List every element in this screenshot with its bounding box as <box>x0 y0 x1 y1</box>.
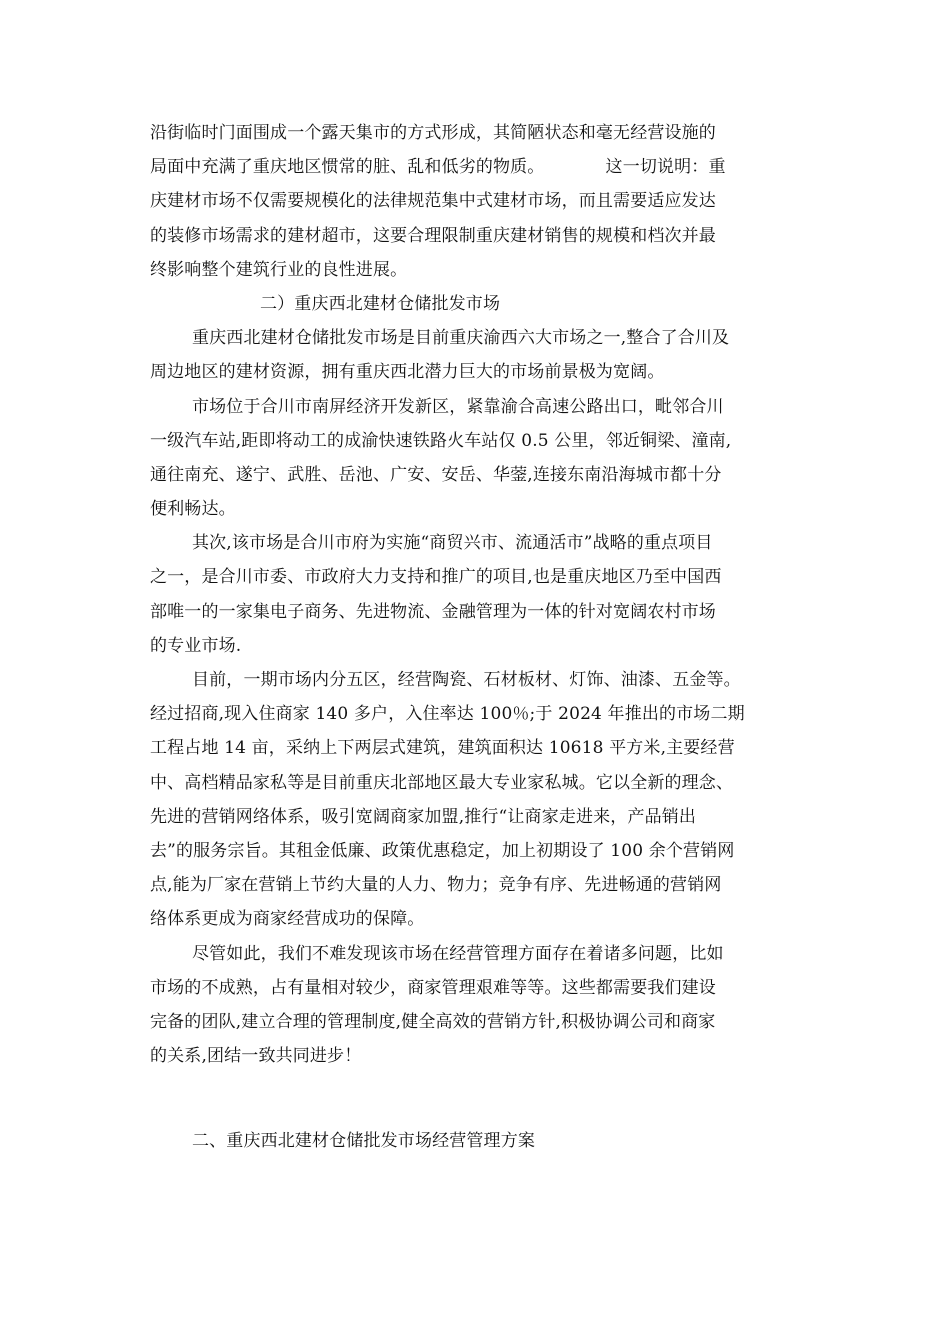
text-line: 先进的营销网络体系，吸引宽阔商家加盟,推行“让商家走进来，产品销出 <box>150 806 697 827</box>
section-spacer <box>150 1073 800 1124</box>
paragraph-market-current <box>150 663 800 937</box>
text-line: 络体系更成为商家经营成功的保障。 <box>150 909 425 930</box>
paragraph-market-policy <box>150 526 800 663</box>
text-line: 市场的不成熟，占有量相对较少，商家管理艰难等等。这些都需要我们建设 <box>150 977 716 998</box>
paragraph-market-problems <box>150 937 800 1074</box>
text-line: 中、高档精品家私等是目前重庆北部地区最大专业家私城。它以全新的理念、 <box>150 772 734 793</box>
text-line: 通往南充、遂宁、武胜、岳池、广安、安岳、华蓥,连接东南沿海城市都十分 <box>150 464 722 485</box>
paragraph-market-situation <box>150 116 800 287</box>
text-line: 部唯一的一家集电子商务、先进物流、金融管理为一体的针对宽阔农村市场 <box>150 601 716 622</box>
text-line: 工程占地 14 亩，采纳上下两层式建筑，建筑面积达 10618 平方米,主要经营 <box>150 738 735 759</box>
text-line: 市场位于合川市南屏经济开发新区，紧靠渝合高速公路出口，毗邻合川 <box>192 396 724 417</box>
chapter-heading: 二、重庆西北建材仓储批发市场经营管理方案 <box>192 1131 535 1152</box>
text-line: 的装修市场需求的建材超市，这要合理限制重庆建材销售的规模和档次并最 <box>150 225 716 246</box>
text-line: 点,能为厂家在营销上节约大量的人力、物力；竞争有序、先进畅通的营销网 <box>150 875 722 896</box>
text-line: 庆建材市场不仅需要规模化的法律规范集中式建材市场，而且需要适应发达 <box>150 191 716 212</box>
text-line: 去”的服务宗旨。其租金低廉、政策优惠稳定，加上初期设了 100 余个营销网 <box>150 840 735 861</box>
text-line: 经过招商,现入住商家 140 多户，入住率达 100％;于 2024 年推出的市场二期 <box>150 704 745 725</box>
text-line: 局面中充满了重庆地区惯常的脏、乱和低劣的物质。 这一切说明：重 <box>150 157 726 178</box>
text-line: 目前，一期市场内分五区，经营陶瓷、石材板材、灯饰、油漆、五金等。 <box>192 670 741 690</box>
text-line: 之一，是合川市委、市政府大力支持和推广的项目,也是重庆地区乃至中国西 <box>150 567 722 588</box>
text-line: 完备的团队,建立合理的管理制度,健全高效的营销方针,积极协调公司和商家 <box>150 1011 716 1032</box>
paragraph-market-intro <box>150 321 800 389</box>
text-line: 一级汽车站,距即将动工的成渝快速铁路火车站仅 0.5 公里，邻近铜梁、潼南, <box>150 430 732 451</box>
paragraph-market-location <box>150 390 800 527</box>
text-line: 周边地区的建材资源，拥有重庆西北潜力巨大的市场前景极为宽阔。 <box>150 362 665 383</box>
text-line: 重庆西北建材仓储批发市场是目前重庆渝西六大市场之一,整合了合川及 <box>192 328 730 349</box>
text-line: 终影响整个建筑行业的良性进展。 <box>150 259 408 280</box>
text-line: 尽管如此，我们不难发现该市场在经营管理方面存在着诸多问题，比如 <box>192 943 724 964</box>
document-page <box>150 116 800 1158</box>
text-line: 便利畅达。 <box>150 499 236 520</box>
text-line: 其次,该市场是合川市府为实施“商贸兴市、流通活市”战略的重点项目 <box>192 533 713 554</box>
text-line: 的关系,团结一致共同进步！ <box>150 1046 362 1067</box>
section-heading: 二）重庆西北建材仓储批发市场 <box>260 293 501 314</box>
text-line: 沿街临时门面围成一个露天集市的方式形成，其简陋状态和毫无经营设施的 <box>150 123 716 143</box>
text-line: 的专业市场. <box>150 635 242 656</box>
